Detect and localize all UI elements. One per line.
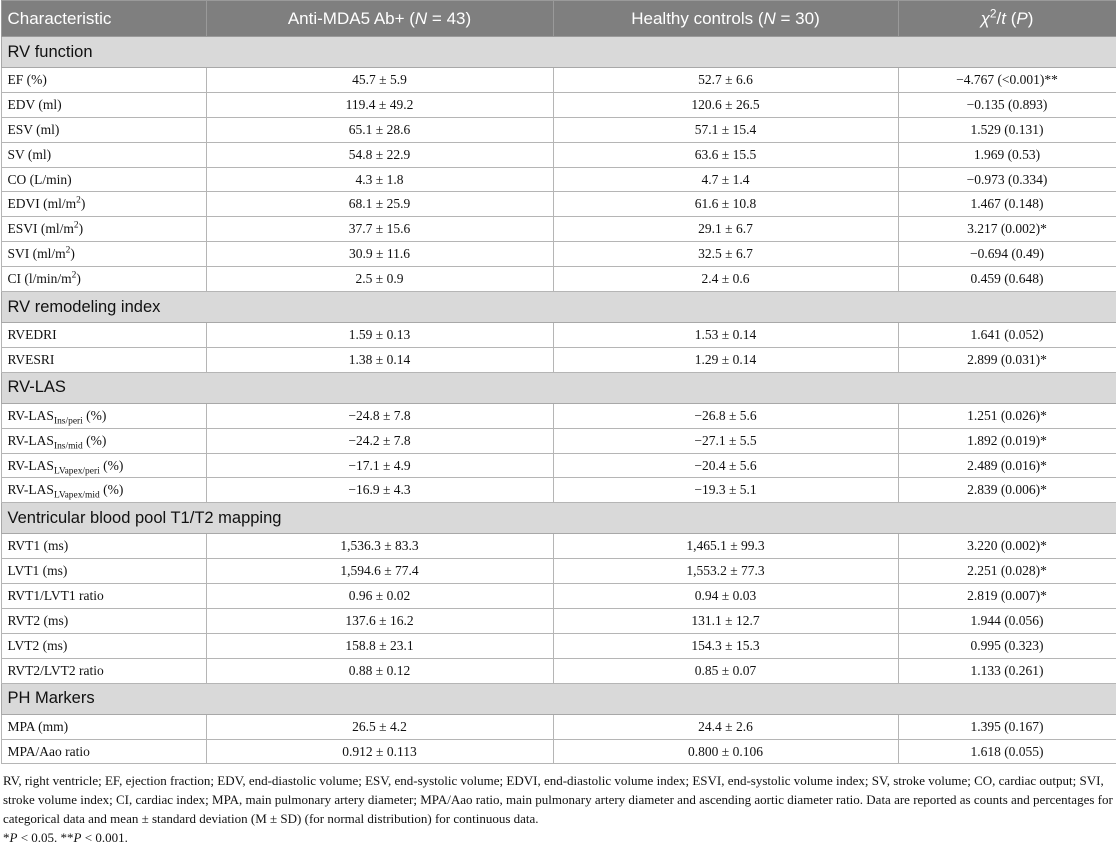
table-row (1, 609, 1116, 634)
cell-healthy-controls: 24.4 ± 2.6 (553, 714, 898, 739)
cell-statistic: 1.892 (0.019)* (898, 428, 1116, 453)
table-row (1, 142, 1116, 167)
cell-statistic: −0.694 (0.49) (898, 242, 1116, 267)
row-label-text: RVT1 (ms) (7, 538, 69, 554)
cell-healthy-controls: 61.6 ± 10.8 (553, 192, 898, 217)
header-chi: χ (980, 8, 990, 28)
cell-healthy-controls: −20.4 ± 5.6 (553, 453, 898, 478)
cell-anti-mda5: 1,536.3 ± 83.3 (206, 534, 553, 559)
table-row (1, 714, 1116, 739)
row-label (1, 609, 206, 634)
cell-healthy-controls: −27.1 ± 5.5 (553, 428, 898, 453)
cell-statistic: 2.819 (0.007)* (898, 584, 1116, 609)
row-label-text: RVEDRI (7, 326, 57, 342)
cell-anti-mda5: 30.9 ± 11.6 (206, 242, 553, 267)
header-t: t (1001, 8, 1006, 28)
header-close: ) (1027, 8, 1034, 28)
row-label-text: RV-LAS (7, 457, 54, 473)
cell-anti-mda5: −16.9 ± 4.3 (206, 478, 553, 503)
table-row (1, 453, 1116, 478)
footnote-sig1-p: P (9, 830, 18, 846)
results-table (1, 0, 1116, 764)
cell-statistic: 0.459 (0.648) (898, 267, 1116, 292)
cell-healthy-controls: 2.4 ± 0.6 (553, 267, 898, 292)
cell-anti-mda5: 68.1 ± 25.9 (206, 192, 553, 217)
cell-anti-mda5: 158.8 ± 23.1 (206, 633, 553, 658)
row-label (1, 403, 206, 428)
row-label (1, 534, 206, 559)
cell-statistic: 0.995 (0.323) (898, 633, 1116, 658)
cell-statistic: 2.839 (0.006)* (898, 478, 1116, 503)
cell-healthy-controls: 0.85 ± 0.07 (553, 658, 898, 683)
table-row (1, 117, 1116, 142)
row-label-text: MPA/Aao ratio (7, 743, 90, 759)
row-label-subscript: Ins/peri (53, 416, 83, 427)
table-footnotes (3, 771, 1113, 847)
table-row (1, 217, 1116, 242)
row-label-text: CO (L/min) (7, 171, 72, 187)
cell-statistic: 1.969 (0.53) (898, 142, 1116, 167)
header-p: P (1016, 8, 1028, 28)
cell-anti-mda5: 0.88 ± 0.12 (206, 658, 553, 683)
row-label-text: EDV (ml) (7, 96, 62, 112)
cell-statistic: −0.135 (0.893) (898, 92, 1116, 117)
cell-statistic: −4.767 (<0.001)** (898, 68, 1116, 93)
row-label (1, 92, 206, 117)
table-row (1, 584, 1116, 609)
row-label-text: RVT1/LVT1 ratio (7, 588, 104, 604)
table-row (1, 633, 1116, 658)
cell-anti-mda5: 45.7 ± 5.9 (206, 68, 553, 93)
table-row (1, 68, 1116, 93)
cell-healthy-controls: 1,553.2 ± 77.3 (553, 559, 898, 584)
cell-anti-mda5: 4.3 ± 1.8 (206, 167, 553, 192)
footnote-sig1-rest: < 0.05. (17, 830, 61, 846)
row-label (1, 117, 206, 142)
row-label-superscript: 2 (76, 195, 81, 206)
row-label-text: EDVI (ml/m (7, 196, 77, 212)
cell-anti-mda5: 26.5 ± 4.2 (206, 714, 553, 739)
section-row (1, 503, 1116, 534)
table-row (1, 347, 1116, 372)
row-label (1, 584, 206, 609)
row-label (1, 428, 206, 453)
table-row (1, 242, 1116, 267)
row-label (1, 739, 206, 764)
row-label (1, 478, 206, 503)
row-label (1, 559, 206, 584)
row-label-subscript: LVapex/peri (53, 466, 100, 477)
cell-healthy-controls: 29.1 ± 6.7 (553, 217, 898, 242)
row-label-text: LVT2 (ms) (7, 637, 68, 653)
row-label (1, 658, 206, 683)
section-row (1, 683, 1116, 714)
row-label-end: ) (80, 196, 86, 212)
table-row (1, 267, 1116, 292)
cell-healthy-controls: 0.94 ± 0.03 (553, 584, 898, 609)
cell-healthy-controls: 154.3 ± 15.3 (553, 633, 898, 658)
row-label (1, 242, 206, 267)
cell-statistic: 1.467 (0.148) (898, 192, 1116, 217)
cell-statistic: 1.944 (0.056) (898, 609, 1116, 634)
row-label-superscript: 2 (71, 270, 77, 281)
header-healthy-suffix: = 30) (775, 8, 820, 28)
row-label-text: MPA (mm) (7, 718, 69, 734)
table-row (1, 403, 1116, 428)
cell-healthy-controls: −26.8 ± 5.6 (553, 403, 898, 428)
cell-statistic: 2.251 (0.028)* (898, 559, 1116, 584)
table-row (1, 192, 1116, 217)
cell-anti-mda5: 0.912 ± 0.113 (206, 739, 553, 764)
table-row (1, 739, 1116, 764)
cell-anti-mda5: 65.1 ± 28.6 (206, 117, 553, 142)
row-label-text: RVT2 (ms) (7, 612, 69, 628)
row-label-text: RV-LAS (7, 407, 54, 423)
cell-statistic: 1.133 (0.261) (898, 658, 1116, 683)
section-row (1, 292, 1116, 323)
row-label (1, 142, 206, 167)
table-body (1, 37, 1116, 764)
cell-anti-mda5: 137.6 ± 16.2 (206, 609, 553, 634)
row-label-end: (%) (99, 457, 124, 473)
cell-statistic: −0.973 (0.334) (898, 167, 1116, 192)
table-row (1, 92, 1116, 117)
table-row (1, 658, 1116, 683)
cell-healthy-controls: 120.6 ± 26.5 (553, 92, 898, 117)
cell-healthy-controls: 131.1 ± 12.7 (553, 609, 898, 634)
cell-healthy-controls: 1.29 ± 0.14 (553, 347, 898, 372)
row-label (1, 217, 206, 242)
cell-statistic: 1.251 (0.026)* (898, 403, 1116, 428)
row-label-text: CI (l/min/m (7, 271, 72, 287)
header-anti-mda5-n: N (414, 8, 428, 28)
row-label (1, 68, 206, 93)
row-label-superscript: 2 (65, 245, 71, 256)
table-row (1, 428, 1116, 453)
cell-healthy-controls: −19.3 ± 5.1 (553, 478, 898, 503)
cell-anti-mda5: 54.8 ± 22.9 (206, 142, 553, 167)
header-characteristic: Characteristic (1, 1, 206, 37)
cell-healthy-controls: 32.5 ± 6.7 (553, 242, 898, 267)
header-anti-mda5-suffix: = 43) (427, 8, 472, 28)
row-label (1, 192, 206, 217)
row-label-text: RVT2/LVT2 ratio (7, 662, 104, 678)
row-label-text: RV-LAS (7, 482, 54, 498)
cell-statistic: 2.489 (0.016)* (898, 453, 1116, 478)
row-label (1, 167, 206, 192)
section-title: RV-LAS (1, 372, 1116, 403)
header-row (1, 1, 1116, 37)
footnote-abbreviations: RV, right ventricle; EF, ejection fraction; EDV, end-diastolic volume; ESV, end-systolic volume; EDVI, end-diastolic volume index; ESVI, end-systolic volume index; SV, stroke volume; CO, cardiac output; SVI, stroke volume index; CI, cardiac index; MPA, main pulmonary artery diameter; MPA/Aao ratio, main pulmonary artery diameter and ascending aortic diameter ratio. Data are reported as counts and percentages for categorical data and mean ± standard deviation (M ± SD) (for normal distribution) for continuous data. (3, 773, 1113, 827)
header-healthy-controls (553, 1, 898, 37)
footnote-sig2-rest: < 0.001. (81, 830, 128, 846)
row-label (1, 633, 206, 658)
cell-statistic: 3.220 (0.002)* (898, 534, 1116, 559)
cell-healthy-controls: 0.800 ± 0.106 (553, 739, 898, 764)
cell-statistic: 1.641 (0.052) (898, 323, 1116, 348)
section-title: RV remodeling index (1, 292, 1116, 323)
section-row (1, 37, 1116, 68)
row-label-end: ) (76, 271, 81, 287)
row-label (1, 323, 206, 348)
footnote-sig2-p: P (73, 830, 82, 846)
cell-statistic: 2.899 (0.031)* (898, 347, 1116, 372)
header-chi-sup: 2 (989, 5, 997, 20)
row-label-text: LVT1 (ms) (7, 563, 68, 579)
header-statistic (898, 1, 1116, 37)
row-label (1, 267, 206, 292)
row-label-end: (%) (82, 432, 107, 448)
row-label-text: ESV (ml) (7, 121, 60, 137)
cell-statistic: 1.395 (0.167) (898, 714, 1116, 739)
footnote-sig1-mark: * (3, 830, 10, 846)
cell-healthy-controls: 1,465.1 ± 99.3 (553, 534, 898, 559)
footnote-sig2-mark: ** (60, 830, 74, 846)
cell-anti-mda5: 37.7 ± 15.6 (206, 217, 553, 242)
section-title: Ventricular blood pool T1/T2 mapping (1, 503, 1116, 534)
row-label-text: RVESRI (7, 351, 55, 367)
header-slash: / (996, 8, 1002, 28)
row-label-text: RV-LAS (7, 432, 54, 448)
cell-healthy-controls: 63.6 ± 15.5 (553, 142, 898, 167)
cell-healthy-controls: 4.7 ± 1.4 (553, 167, 898, 192)
header-anti-mda5 (206, 1, 553, 37)
row-label (1, 453, 206, 478)
row-label-text: SVI (ml/m (7, 246, 66, 262)
cell-anti-mda5: −24.2 ± 7.8 (206, 428, 553, 453)
cell-healthy-controls: 52.7 ± 6.6 (553, 68, 898, 93)
table-row (1, 478, 1116, 503)
header-healthy-n: N (763, 8, 776, 28)
table-row (1, 534, 1116, 559)
cell-statistic: 1.529 (0.131) (898, 117, 1116, 142)
cell-statistic: 3.217 (0.002)* (898, 217, 1116, 242)
cell-anti-mda5: 119.4 ± 49.2 (206, 92, 553, 117)
cell-anti-mda5: 1,594.6 ± 77.4 (206, 559, 553, 584)
table-row (1, 323, 1116, 348)
row-label-end: (%) (99, 482, 124, 498)
header-open: ( (1005, 8, 1017, 28)
row-label-text: SV (ml) (7, 146, 52, 162)
row-label-subscript: LVapex/mid (53, 491, 100, 502)
cell-anti-mda5: 1.38 ± 0.14 (206, 347, 553, 372)
header-healthy-prefix: Healthy controls ( (631, 8, 764, 28)
row-label-end: (%) (82, 407, 107, 423)
row-label-subscript: Ins/mid (53, 441, 83, 452)
table-row (1, 559, 1116, 584)
cell-anti-mda5: −17.1 ± 4.9 (206, 453, 553, 478)
cell-anti-mda5: −24.8 ± 7.8 (206, 403, 553, 428)
cell-healthy-controls: 57.1 ± 15.4 (553, 117, 898, 142)
table-row (1, 167, 1116, 192)
header-anti-mda5-prefix: Anti-MDA5 Ab+ ( (287, 8, 415, 28)
cell-healthy-controls: 1.53 ± 0.14 (553, 323, 898, 348)
cell-anti-mda5: 0.96 ± 0.02 (206, 584, 553, 609)
cell-anti-mda5: 1.59 ± 0.13 (206, 323, 553, 348)
cell-statistic: 1.618 (0.055) (898, 739, 1116, 764)
row-label (1, 347, 206, 372)
row-label (1, 714, 206, 739)
row-label-end: ) (78, 221, 84, 237)
section-title: RV function (1, 37, 1116, 68)
section-title: PH Markers (1, 683, 1116, 714)
row-label-superscript: 2 (73, 220, 79, 231)
row-label-text: EF (%) (7, 71, 47, 87)
row-label-end: ) (70, 246, 75, 262)
row-label-text: ESVI (ml/m (7, 221, 74, 237)
section-row (1, 372, 1116, 403)
footnote-significance (3, 828, 1113, 847)
cell-anti-mda5: 2.5 ± 0.9 (206, 267, 553, 292)
